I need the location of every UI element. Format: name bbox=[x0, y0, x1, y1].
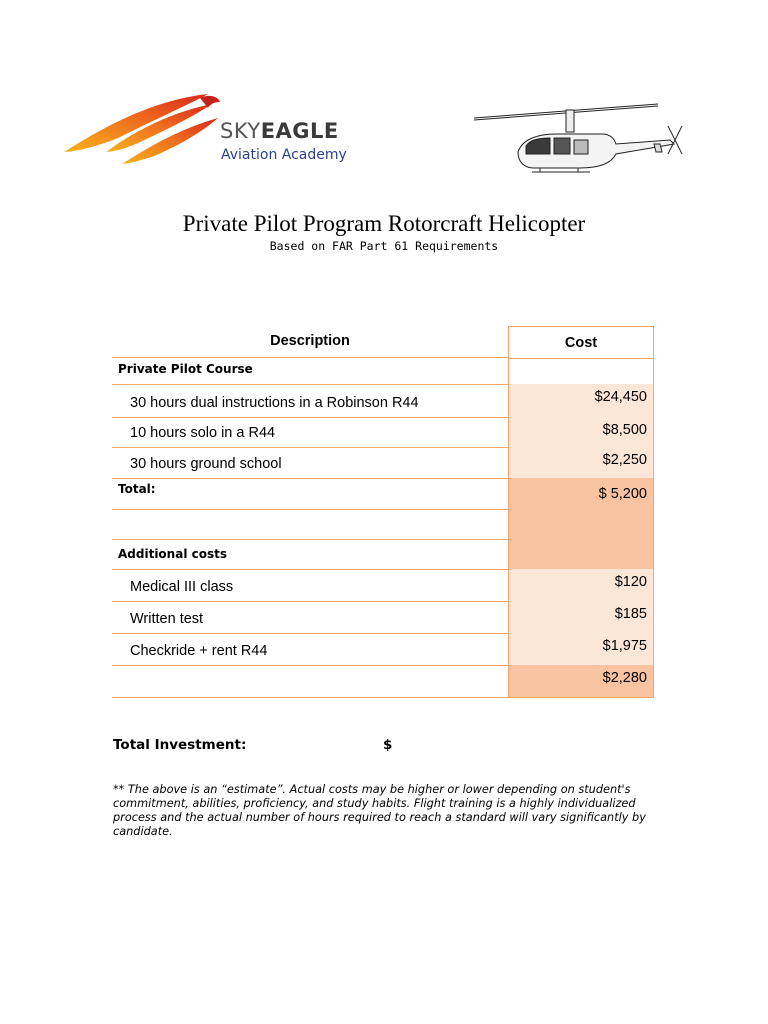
table-row bbox=[112, 539, 653, 569]
table-row bbox=[112, 509, 653, 539]
cost-value: $2,250 bbox=[602, 452, 647, 468]
cost-value: $24,450 bbox=[594, 389, 647, 405]
section-label: Private Pilot Course bbox=[118, 362, 253, 376]
header-cost-cell bbox=[508, 326, 654, 359]
estimate-disclaimer: ** The above is an “estimate”. Actual costs may be higher or lower depending on student's commitment, abilities, proficiency, and study habits. Flight training is a highly individualized process and the actual number of hours required to reach a standard will vary significantly by candidate. bbox=[113, 783, 646, 838]
header-description: Description bbox=[270, 333, 350, 349]
item-description: Checkride + rent R44 bbox=[130, 643, 268, 659]
item-description: 30 hours ground school bbox=[130, 456, 282, 472]
item-description: 30 hours dual instructions in a Robinson R44 bbox=[130, 395, 419, 411]
table-row bbox=[112, 417, 653, 447]
item-description: Medical III class bbox=[130, 579, 234, 595]
total-value: $ 5,200 bbox=[598, 486, 647, 502]
total-investment-label: Total Investment: bbox=[113, 737, 247, 753]
total-label: Total: bbox=[118, 482, 156, 496]
cost-value: $120 bbox=[614, 574, 647, 590]
cost-value: $185 bbox=[614, 606, 647, 622]
subtotal-value: $2,280 bbox=[602, 670, 647, 686]
page-subtitle: Based on FAR Part 61 Requirements bbox=[269, 239, 499, 253]
helicopter-icon bbox=[470, 100, 690, 182]
eagle-wing-logo-icon bbox=[62, 88, 222, 170]
section-label: Additional costs bbox=[118, 547, 227, 561]
page-title: Private Pilot Program Rotorcraft Helicopter bbox=[182, 211, 586, 236]
helicopter-illustration bbox=[470, 100, 690, 182]
table-row bbox=[112, 601, 653, 633]
cost-value: $8,500 bbox=[602, 422, 647, 438]
table-header-row bbox=[112, 326, 653, 357]
table-row bbox=[112, 357, 653, 384]
item-description: Written test bbox=[130, 611, 204, 627]
table-row bbox=[112, 447, 653, 478]
table-row-total bbox=[112, 478, 653, 509]
logo-brand-name: SKYEAGLE bbox=[220, 119, 339, 143]
table-row bbox=[112, 633, 653, 665]
item-description: 10 hours solo in a R44 bbox=[130, 425, 276, 441]
table-row bbox=[112, 569, 653, 601]
cost-value: $1,975 bbox=[602, 638, 647, 654]
header-cost: Cost bbox=[564, 335, 598, 351]
table-row bbox=[112, 384, 653, 417]
total-investment-value: $ bbox=[383, 737, 393, 753]
table-row-subtotal bbox=[112, 665, 653, 697]
header-description-cell bbox=[112, 326, 508, 358]
sky-eagle-logo bbox=[62, 88, 362, 170]
logo-subtitle: Aviation Academy bbox=[221, 147, 347, 163]
